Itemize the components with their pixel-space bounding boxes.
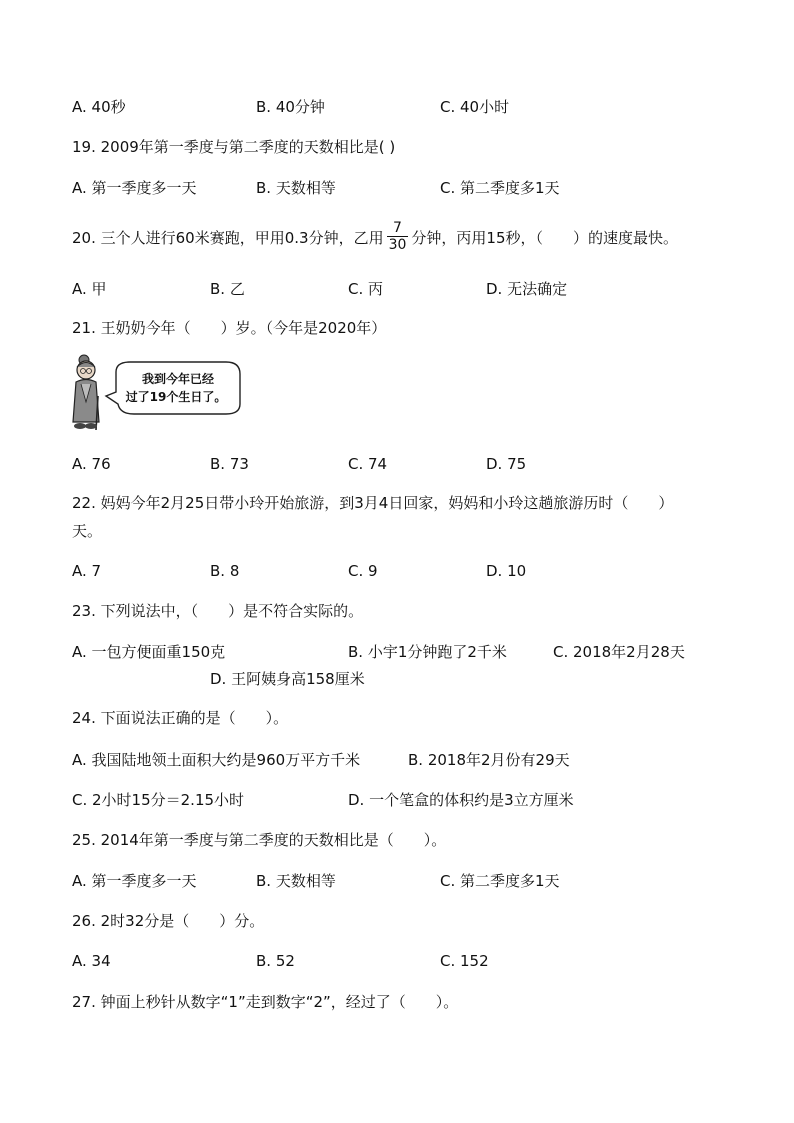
q20-option-c: C. 丙: [348, 280, 384, 298]
q22-option-a: A. 7: [72, 562, 102, 580]
q22-option-d: D. 10: [486, 562, 527, 580]
q26-option-c: C. 152: [440, 952, 489, 970]
q21-option-b: B. 73: [210, 455, 249, 473]
q24-option-a: A. 我国陆地领土面积大约是960万平方千米: [72, 751, 361, 769]
q27-stem: 27. 钟面上秒针从数字“1”走到数字“2”，经过了（ ）。: [72, 993, 459, 1011]
q25-stem: 25. 2014年第一季度与第二季度的天数相比是（ ）。: [72, 831, 447, 849]
q19-option-a: A. 第一季度多一天: [72, 179, 197, 197]
q26-stem: 26. 2时32分是（ ）分。: [72, 912, 265, 930]
q23-option-c: C. 2018年2月28天: [553, 643, 685, 661]
q22-stem-line2: 天。: [72, 522, 103, 540]
q26-option-b: B. 52: [256, 952, 295, 970]
grandma-figure-icon: [73, 355, 99, 430]
q24-option-b: B. 2018年2月份有29天: [408, 751, 570, 769]
q22-option-c: C. 9: [348, 562, 378, 580]
q21-option-c: C. 74: [348, 455, 388, 473]
q23-option-a: A. 一包方便面重150克: [72, 643, 226, 661]
q20-fraction-numerator: 7: [387, 220, 409, 237]
q24-stem: 24. 下面说法正确的是（ ）。: [72, 709, 289, 727]
q22-stem-line1: 22. 妈妈今年2月25日带小玲开始旅游，到3月4日回家，妈妈和小玲这趟旅游历时（ ）: [72, 494, 674, 512]
q20-option-b: B. 乙: [210, 280, 245, 298]
q26-option-a: A. 34: [72, 952, 111, 970]
q19-option-c: C. 第二季度多1天: [440, 179, 560, 197]
q25-option-a: A. 第一季度多一天: [72, 872, 197, 890]
q24-option-c: C. 2小时15分＝2.15小时: [72, 791, 245, 809]
q24-option-d: D. 一个笔盒的体积约是3立方厘米: [348, 791, 574, 809]
q20-fraction: [387, 220, 409, 253]
q23-option-b: B. 小宇1分钟跑了2千米: [348, 643, 507, 661]
q20-stem-post: 分钟，丙用15秒，（ ）的速度最快。: [411, 229, 678, 247]
q20-option-d: D. 无法确定: [486, 280, 568, 298]
q20-stem-pre: 20. 三个人进行60米赛跑，甲用0.3分钟，乙用: [72, 229, 384, 247]
q25-option-b: B. 天数相等: [256, 872, 336, 890]
q21-option-d: D. 75: [486, 455, 527, 473]
bubble-text-line1: 我到今年已经: [141, 372, 215, 386]
q25-option-c: C. 第二季度多1天: [440, 872, 560, 890]
q20-stem: [72, 222, 678, 255]
q20-fraction-denominator: 30: [388, 237, 407, 253]
speech-bubble: [106, 362, 240, 414]
bubble-text-line2: 过了19个生日了。: [125, 390, 227, 404]
q21-stem: 21. 王奶奶今年（ ）岁。（今年是2020年）: [72, 319, 387, 337]
q19-option-b: B. 天数相等: [256, 179, 336, 197]
q20-option-a: A. 甲: [72, 280, 107, 298]
q23-option-d: D. 王阿姨身高158厘米: [210, 670, 365, 688]
q19-stem: 19. 2009年第一季度与第二季度的天数相比是( ): [72, 138, 396, 156]
q18-option-b: B. 40分钟: [256, 98, 325, 116]
q23-stem: 23. 下列说法中，（ ）是不符合实际的。: [72, 602, 364, 620]
q18-option-c: C. 40小时: [440, 98, 510, 116]
q22-option-b: B. 8: [210, 562, 240, 580]
grandma-illustration: [68, 352, 246, 434]
q18-option-a: A. 40秒: [72, 98, 126, 116]
q21-option-a: A. 76: [72, 455, 111, 473]
